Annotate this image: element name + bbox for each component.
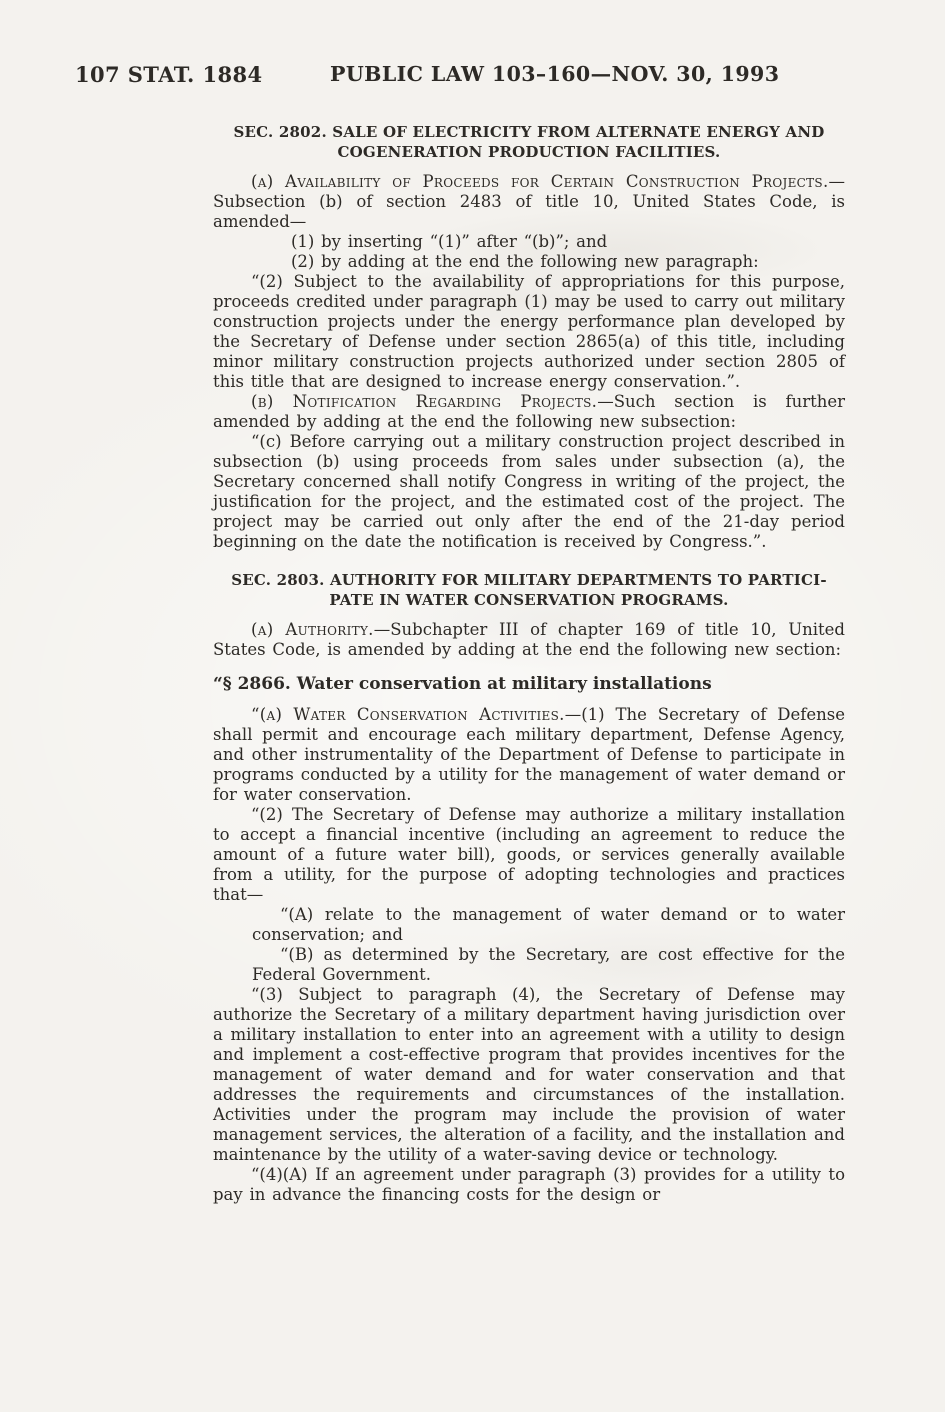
par-2802-a bbox=[213, 172, 845, 232]
par-2866-a-smallcaps: “(a) Water Conservation Activities. bbox=[251, 705, 565, 724]
amendment-item-1: (1) by inserting “(1)” after “(b)”; and bbox=[291, 232, 608, 251]
amendment-item-2: (2) by adding at the end the following new paragraph: bbox=[291, 252, 759, 271]
sec-2803-heading bbox=[213, 570, 845, 610]
sec-2802-heading bbox=[213, 122, 845, 162]
par-2866-2: “(2) The Secretary of Defense may authorize a military installation to accept a financial incentive (including an agreement to reduce the amount of a future water bill), goods, or services generally available from a utility, for the purpose of adopting technologies and practices that— bbox=[213, 805, 845, 904]
public-law-title: PUBLIC LAW 103–160—NOV. 30, 1993 bbox=[330, 62, 780, 86]
par-2803-a-text: —Subchapter III of chapter 169 of title 10, United States Code, is amended by adding at the end the following new section: bbox=[213, 620, 845, 659]
par-2802-a-smallcaps: (a) Availability of Proceeds for Certain Construction Projects. bbox=[251, 172, 829, 191]
par-2866-4: “(4)(A) If an agreement under paragraph (3) provides for a utility to pay in advance the financing costs for the design or bbox=[213, 1165, 845, 1204]
subparagraph-B: “(B) as determined by the Secretary, are cost effective for the Federal Government. bbox=[252, 945, 845, 984]
sec-2802-heading-line1: SEC. 2802. SALE OF ELECTRICITY FROM ALTERNATE ENERGY AND bbox=[233, 123, 825, 141]
par-2802-b bbox=[213, 392, 845, 432]
par-2866-3: “(3) Subject to paragraph (4), the Secretary of Defense may authorize the Secretary of a military department having jurisdiction over a military installation to enter into an agreement with a utility to design and implement a cost-effective program that provides incentives for the management of water demand and for water conservation and that addresses the requirements and circumstances of the installation. Activities under the program may include the provision of water management services, the alteration of a facility, and the installation and maintenance by the utility of a water-saving device or technology. bbox=[213, 985, 845, 1164]
par-2803-a-smallcaps: (a) Authority. bbox=[251, 620, 374, 639]
subparagraph-A: “(A) relate to the management of water demand or to water conservation; and bbox=[252, 905, 845, 944]
par-2866-a-text: —(1) The Secretary of Defense shall permit and encourage each military department, Defense Agency, and other instrumentality of the Department of Defense to participate in programs conducted by a utility for the management of water demand or for water conservation. bbox=[213, 705, 845, 804]
section-2866-heading: “§ 2866. Water conservation at military installations bbox=[213, 674, 712, 694]
par-2802-b-text: —Such section is further amended by adding at the end the following new subsection: bbox=[213, 392, 846, 431]
quoted-subsection-c: “(c) Before carrying out a military construction project described in subsection (b) using proceeds from sales under subsection (a), the Secretary concerned shall notify Congress in writing of the project, the justification for the project, and the estimated cost of the project. The project may be carried out only after the end of the 21-day period beginning on the date the notification is received by Congress.”. bbox=[213, 432, 845, 551]
sec-2802-heading-line2: COGENERATION PRODUCTION FACILITIES. bbox=[337, 143, 721, 161]
running-header bbox=[0, 62, 945, 92]
text-column bbox=[213, 104, 845, 1205]
quoted-paragraph-2: “(2) Subject to the availability of appropriations for this purpose, proceeds credited under paragraph (1) may be used to carry out military construction projects under the energy performance plan developed by the Secretary of Defense under section 2865(a) of this title, including minor military construction projects authorized under section 2805 of this title that are designed to increase energy conservation.”. bbox=[213, 272, 845, 391]
par-2866-a bbox=[213, 705, 845, 805]
sec-2803-heading-line2: PATE IN WATER CONSERVATION PROGRAMS. bbox=[329, 591, 729, 609]
par-2802-a-text: —Subsection (b) of section 2483 of title 10, United States Code, is amended— bbox=[213, 172, 845, 231]
par-2802-b-smallcaps: (b) Notification Regarding Projects. bbox=[251, 392, 598, 411]
sec-2803-heading-line1: SEC. 2803. AUTHORITY FOR MILITARY DEPARTMENTS TO PARTICI- bbox=[231, 571, 827, 589]
stat-page-number: 107 STAT. 1884 bbox=[75, 62, 263, 87]
par-2803-a bbox=[213, 620, 845, 660]
